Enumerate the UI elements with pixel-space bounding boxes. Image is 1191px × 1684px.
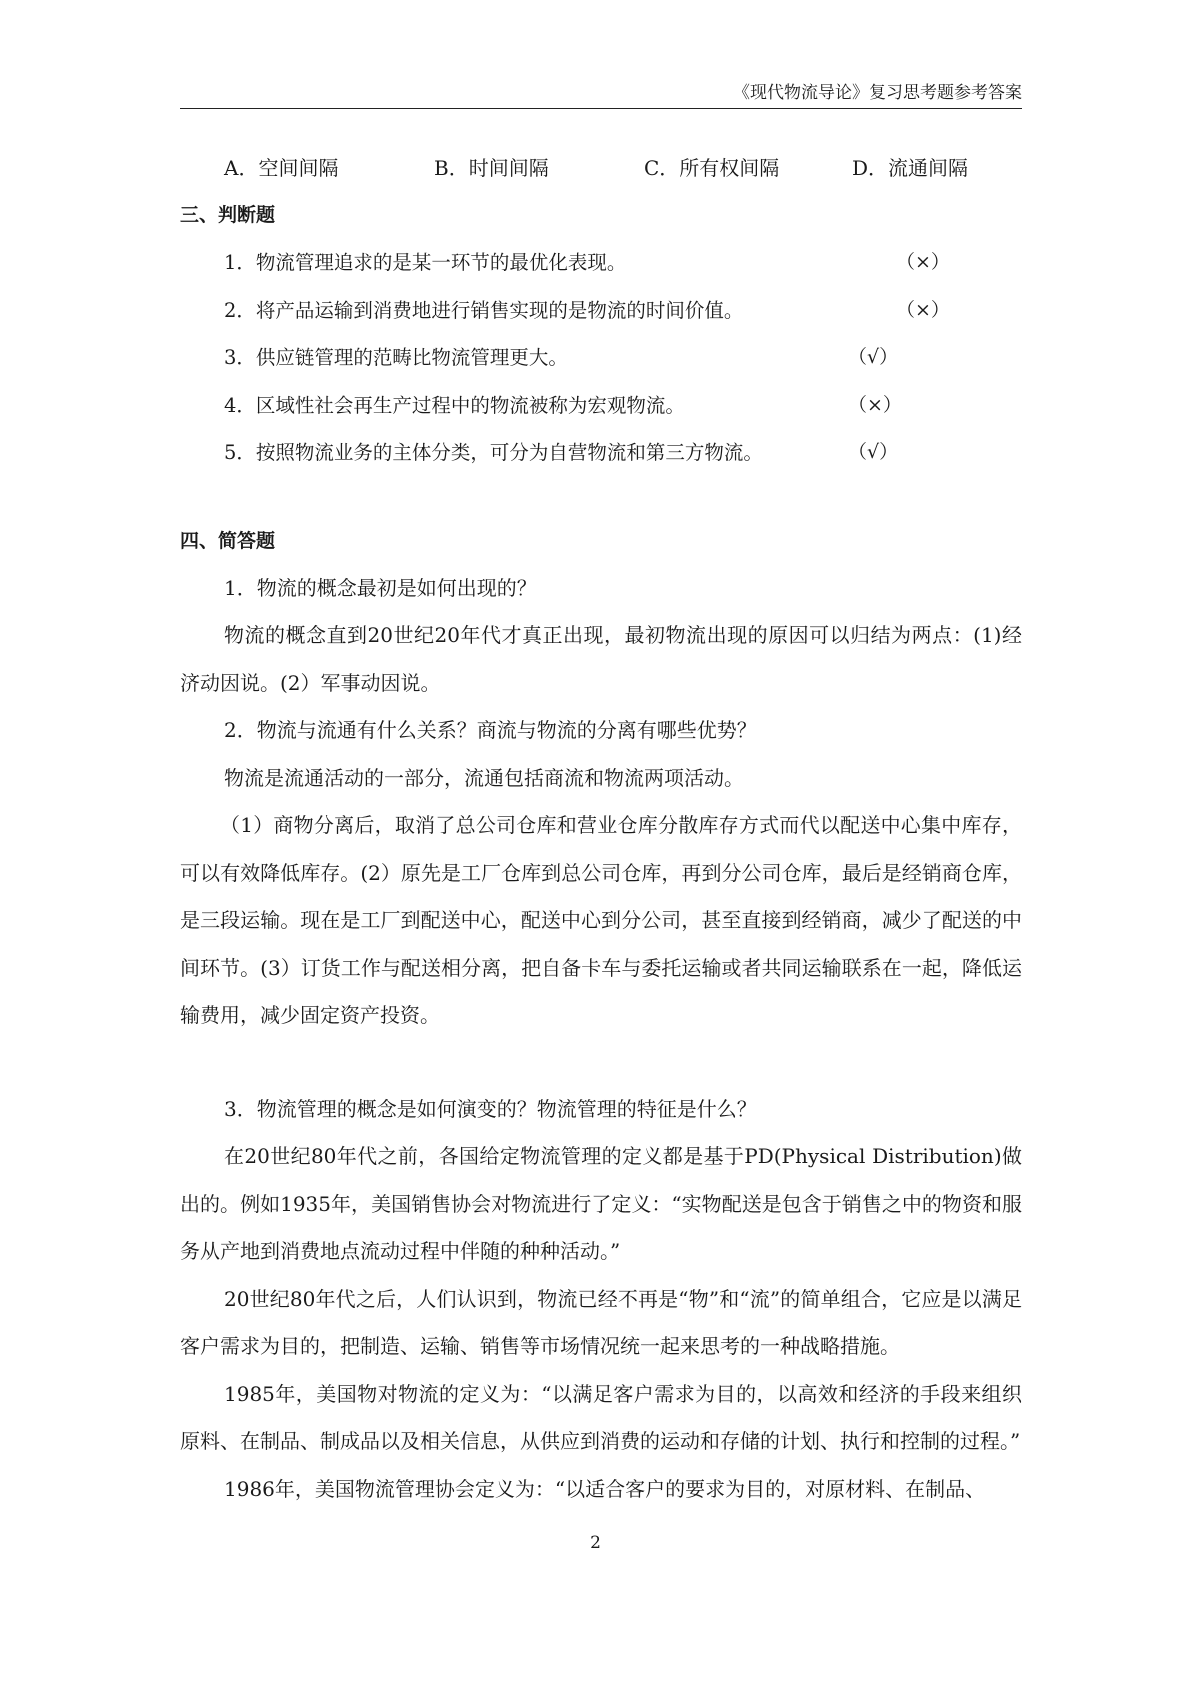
answer-2-intro: 物流是流通活动的一部分，流通包括商流和物流两项活动。: [224, 765, 744, 790]
tf-item-4: [180, 382, 1022, 430]
answer-3-para-1: 在20世纪80年代之前，各国给定物流管理的定义都是基于PD(Physical Distribution)做出的。例如1935年，美国销售协会对物流进行了定义：“实物配送是包含于销售之中的物资和服务从产地到消费地点流动过程中伴随的种种活动。”: [180, 1144, 1022, 1263]
tf-answer: （×）: [848, 393, 902, 416]
tf-question: 1．物流管理追求的是某一环节的最优化表现。: [224, 251, 627, 274]
option-b: B．时间间隔: [434, 155, 549, 180]
tf-answer: （×）: [896, 298, 950, 321]
page-number: 2: [590, 1533, 601, 1553]
tf-answer: （√）: [848, 441, 899, 463]
option-d: D．流通间隔: [852, 155, 969, 180]
spacer: [180, 477, 1022, 518]
tf-answer: （×）: [896, 251, 950, 273]
tf-item-2: [180, 287, 1022, 335]
answer-3-para-4: 1986年，美国物流管理协会定义为：“以适合客户的要求为目的，对原材料、在制品、: [224, 1476, 986, 1501]
answer-3-para-2: 20世纪80年代之后，人们认识到，物流已经不再是“物”和“流”的简单组合，它应是以满足客户需求为目的，把制造、运输、销售等市场情况统一起来思考的一种战略措施。: [180, 1286, 1022, 1358]
page-content: [180, 140, 1022, 1513]
tf-item-1: [180, 239, 1022, 287]
answer-2-body: （1）商物分离后，取消了总公司仓库和营业仓库分散库存方式而代以配送中心集中库存，可以有效降低库存。(2）原先是工厂仓库到总公司仓库，再到分公司仓库，最后是经销商仓库，是三段运输。现在是工厂到配送中心，配送中心到分公司，甚至直接到经销商，减少了配送的中间环节。(3）订货工作与配送相分离，把自备卡车与委托运输或者共同运输联系在一起，降低运输费用，减少固定资产投资。: [180, 813, 1022, 1027]
tf-question: 5．按照物流业务的主体分类，可分为自营物流和第三方物流。: [224, 441, 763, 464]
option-a: A．空间间隔: [224, 155, 339, 180]
choice-options: [180, 140, 1022, 192]
answer-3-para-3: 1985年，美国物对物流的定义为：“以满足客户需求为目的，以高效和经济的手段来组织原料、在制品、制成品以及相关信息，从供应到消费的运动和存储的计划、执行和控制的过程。”: [180, 1381, 1022, 1453]
question-2: 2．物流与流通有什么关系？商流与物流的分离有哪些优势？: [224, 718, 757, 742]
question-1: 1．物流的概念最初是如何出现的？: [224, 575, 537, 600]
question-3: 3．物流管理的概念是如何演变的？物流管理的特征是什么？: [224, 1096, 757, 1121]
option-c: C．所有权间隔: [644, 155, 780, 180]
running-header: 《现代物流导论》复习思考题参考答案: [180, 78, 1022, 109]
section-heading-short-answer: 四、简答题: [180, 529, 276, 552]
spacer: [180, 1040, 1022, 1086]
tf-item-5: [180, 429, 1022, 477]
tf-question: 2．将产品运输到消费地进行销售实现的是物流的时间价值。: [224, 298, 744, 322]
section-heading-true-false: 三、判断题: [180, 204, 276, 226]
tf-item-3: [180, 334, 1022, 382]
tf-answer: （√）: [848, 346, 899, 368]
tf-question: 3．供应链管理的范畴比物流管理更大。: [224, 346, 568, 369]
tf-question: 4．区域性社会再生产过程中的物流被称为宏观物流。: [224, 393, 685, 417]
answer-1: 物流的概念直到20世纪20年代才真正出现，最初物流出现的原因可以归结为两点：(1)经济动因说。(2）军事动因说。: [180, 623, 1022, 695]
